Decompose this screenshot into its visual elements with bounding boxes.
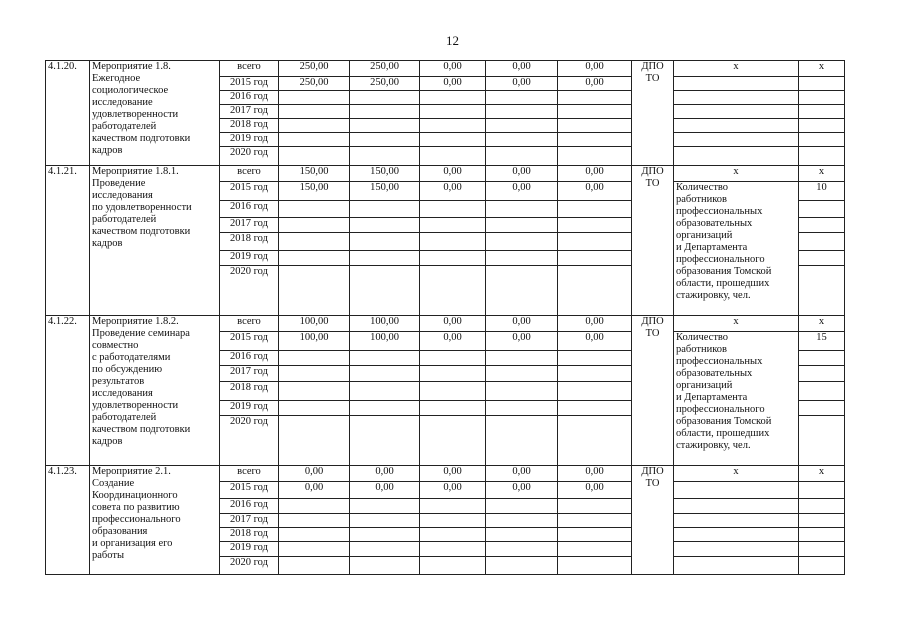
amount-cell: 0,00 — [420, 482, 486, 499]
indicator-value-cell — [799, 218, 845, 233]
amount-cell — [279, 528, 350, 542]
amount-cell — [420, 91, 486, 105]
event-number: 4.1.21. — [46, 166, 90, 316]
amount-cell: 0,00 — [486, 166, 558, 182]
indicator-value-cell — [799, 528, 845, 542]
amount-cell — [279, 91, 350, 105]
amount-cell — [486, 557, 558, 575]
amount-cell: 0,00 — [420, 77, 486, 91]
amount-cell — [279, 201, 350, 218]
indicator-value-cell — [799, 401, 845, 416]
amount-cell: 0,00 — [420, 316, 486, 332]
executor-cell: ДПО ТО — [632, 316, 674, 466]
amount-cell — [350, 499, 420, 514]
amount-cell — [279, 133, 350, 147]
indicator-value-cell: х — [799, 316, 845, 332]
amount-cell — [558, 542, 632, 557]
amount-cell — [420, 528, 486, 542]
indicator-value-cell — [799, 251, 845, 266]
indicator-value-cell — [799, 266, 845, 316]
amount-cell — [350, 251, 420, 266]
amount-cell — [558, 147, 632, 166]
amount-cell — [420, 557, 486, 575]
amount-cell: 0,00 — [420, 466, 486, 482]
amount-cell — [350, 416, 420, 466]
amount-cell — [350, 557, 420, 575]
amount-cell: 0,00 — [420, 166, 486, 182]
amount-cell: 0,00 — [486, 482, 558, 499]
amount-cell — [486, 233, 558, 251]
amount-cell: 0,00 — [558, 182, 632, 201]
amount-cell — [558, 91, 632, 105]
indicator-value-cell — [799, 119, 845, 133]
amount-cell: 150,00 — [279, 166, 350, 182]
indicator-name-cell — [674, 133, 799, 147]
amount-cell — [350, 91, 420, 105]
year-cell: 2015 год — [220, 77, 279, 91]
amount-cell — [350, 542, 420, 557]
indicator-value-cell: х — [799, 166, 845, 182]
program-events-table — [45, 60, 845, 575]
amount-cell — [420, 119, 486, 133]
amount-cell — [486, 91, 558, 105]
table-row — [46, 61, 845, 77]
year-cell: 2015 год — [220, 182, 279, 201]
amount-cell — [558, 119, 632, 133]
indicator-name-cell — [674, 499, 799, 514]
amount-cell — [279, 147, 350, 166]
year-cell: 2015 год — [220, 482, 279, 499]
amount-cell — [279, 105, 350, 119]
event-description: Мероприятие 2.1. Создание Координационного совета по развитию профессионального образования и организация его работы — [90, 466, 220, 575]
year-cell: 2019 год — [220, 401, 279, 416]
event-description: Мероприятие 1.8.2. Проведение семинара совместно с работодателями по обсуждению результатов исследования удовлетворенности работодателей качеством подготовки кадров — [90, 316, 220, 466]
amount-cell — [558, 416, 632, 466]
amount-cell — [558, 233, 632, 251]
amount-cell — [279, 542, 350, 557]
amount-cell — [558, 218, 632, 233]
amount-cell: 0,00 — [350, 466, 420, 482]
indicator-value-cell: 15 — [799, 332, 845, 351]
amount-cell: 0,00 — [486, 182, 558, 201]
amount-cell: 100,00 — [279, 332, 350, 351]
amount-cell: 0,00 — [558, 61, 632, 77]
amount-cell — [486, 542, 558, 557]
indicator-value-cell: х — [799, 466, 845, 482]
amount-cell — [486, 351, 558, 366]
year-cell: 2020 год — [220, 147, 279, 166]
amount-cell — [486, 416, 558, 466]
amount-cell — [486, 218, 558, 233]
amount-cell: 0,00 — [486, 316, 558, 332]
amount-cell — [558, 366, 632, 382]
amount-cell: 0,00 — [486, 332, 558, 351]
year-cell: всего — [220, 466, 279, 482]
page-number: 12 — [446, 33, 459, 48]
amount-cell — [420, 401, 486, 416]
indicator-value-cell — [799, 147, 845, 166]
amount-cell — [350, 528, 420, 542]
amount-cell — [279, 416, 350, 466]
year-cell: 2019 год — [220, 542, 279, 557]
year-cell: 2018 год — [220, 382, 279, 401]
amount-cell — [420, 133, 486, 147]
amount-cell — [558, 557, 632, 575]
amount-cell — [486, 366, 558, 382]
amount-cell — [350, 382, 420, 401]
amount-cell: 150,00 — [279, 182, 350, 201]
amount-cell — [350, 133, 420, 147]
amount-cell: 0,00 — [486, 61, 558, 77]
indicator-value-cell — [799, 542, 845, 557]
amount-cell: 150,00 — [350, 166, 420, 182]
executor-cell: ДПО ТО — [632, 61, 674, 166]
indicator-name-cell: Количество работников профессиональных образовательных организаций и Департамента профессионального образования Томской области, прошедших стажировку, чел. — [674, 182, 799, 316]
amount-cell — [420, 201, 486, 218]
year-cell: 2018 год — [220, 119, 279, 133]
indicator-name-cell: х — [674, 316, 799, 332]
amount-cell — [279, 251, 350, 266]
year-cell: 2019 год — [220, 133, 279, 147]
amount-cell — [420, 105, 486, 119]
table-row — [46, 466, 845, 482]
event-description: Мероприятие 1.8.1. Проведение исследования по удовлетворенности работодателей качеством подготовки кадров — [90, 166, 220, 316]
amount-cell — [350, 147, 420, 166]
amount-cell: 0,00 — [558, 166, 632, 182]
amount-cell: 0,00 — [279, 482, 350, 499]
year-cell: 2017 год — [220, 366, 279, 382]
indicator-value-cell — [799, 105, 845, 119]
table-row — [46, 166, 845, 182]
amount-cell — [486, 266, 558, 316]
indicator-value-cell — [799, 482, 845, 499]
amount-cell — [558, 251, 632, 266]
year-cell: 2017 год — [220, 514, 279, 528]
indicator-name-cell: х — [674, 61, 799, 77]
indicator-value-cell — [799, 366, 845, 382]
amount-cell — [558, 528, 632, 542]
amount-cell — [420, 382, 486, 401]
amount-cell — [279, 382, 350, 401]
table-row — [46, 316, 845, 332]
indicator-value-cell — [799, 351, 845, 366]
indicator-name-cell — [674, 119, 799, 133]
amount-cell — [486, 147, 558, 166]
indicator-value-cell — [799, 557, 845, 575]
amount-cell — [279, 557, 350, 575]
amount-cell — [420, 514, 486, 528]
amount-cell — [486, 119, 558, 133]
amount-cell — [558, 401, 632, 416]
amount-cell — [350, 351, 420, 366]
amount-cell: 0,00 — [420, 332, 486, 351]
amount-cell — [420, 233, 486, 251]
amount-cell — [279, 233, 350, 251]
indicator-name-cell — [674, 514, 799, 528]
amount-cell: 0,00 — [350, 482, 420, 499]
amount-cell — [279, 119, 350, 133]
amount-cell — [279, 401, 350, 416]
year-cell: 2016 год — [220, 91, 279, 105]
amount-cell — [558, 351, 632, 366]
amount-cell — [558, 201, 632, 218]
amount-cell — [350, 514, 420, 528]
indicator-name-cell — [674, 557, 799, 575]
amount-cell — [350, 233, 420, 251]
year-cell: 2017 год — [220, 105, 279, 119]
indicator-value-cell: х — [799, 61, 845, 77]
amount-cell: 100,00 — [350, 316, 420, 332]
amount-cell — [350, 366, 420, 382]
amount-cell — [420, 366, 486, 382]
amount-cell — [350, 201, 420, 218]
amount-cell — [279, 351, 350, 366]
year-cell: 2020 год — [220, 266, 279, 316]
amount-cell — [486, 105, 558, 119]
amount-cell — [350, 401, 420, 416]
amount-cell — [486, 251, 558, 266]
indicator-value-cell: 10 — [799, 182, 845, 201]
amount-cell — [420, 499, 486, 514]
year-cell: 2018 год — [220, 528, 279, 542]
indicator-value-cell — [799, 91, 845, 105]
amount-cell: 0,00 — [420, 182, 486, 201]
indicator-value-cell — [799, 201, 845, 218]
indicator-name-cell — [674, 105, 799, 119]
amount-cell — [486, 382, 558, 401]
amount-cell — [279, 218, 350, 233]
indicator-value-cell — [799, 133, 845, 147]
indicator-name-cell: х — [674, 466, 799, 482]
indicator-name-cell — [674, 91, 799, 105]
executor-cell: ДПО ТО — [632, 466, 674, 575]
year-cell: 2018 год — [220, 233, 279, 251]
amount-cell: 100,00 — [350, 332, 420, 351]
amount-cell — [558, 514, 632, 528]
indicator-name-cell — [674, 542, 799, 557]
amount-cell — [420, 218, 486, 233]
indicator-value-cell — [799, 233, 845, 251]
amount-cell — [486, 401, 558, 416]
year-cell: 2017 год — [220, 218, 279, 233]
amount-cell: 100,00 — [279, 316, 350, 332]
indicator-name-cell — [674, 482, 799, 499]
amount-cell — [350, 266, 420, 316]
amount-cell: 0,00 — [279, 466, 350, 482]
amount-cell — [558, 133, 632, 147]
amount-cell — [420, 251, 486, 266]
amount-cell: 0,00 — [486, 466, 558, 482]
amount-cell — [486, 499, 558, 514]
amount-cell — [486, 201, 558, 218]
amount-cell — [558, 382, 632, 401]
amount-cell: 0,00 — [486, 77, 558, 91]
amount-cell — [350, 105, 420, 119]
amount-cell: 0,00 — [420, 61, 486, 77]
amount-cell — [420, 266, 486, 316]
amount-cell — [486, 528, 558, 542]
indicator-value-cell — [799, 514, 845, 528]
amount-cell: 0,00 — [558, 466, 632, 482]
indicator-name-cell: Количество работников профессиональных образовательных организаций и Департамента профессионального образования Томской области, прошедших стажировку, чел. — [674, 332, 799, 466]
year-cell: всего — [220, 61, 279, 77]
amount-cell — [420, 351, 486, 366]
amount-cell — [279, 499, 350, 514]
year-cell: 2015 год — [220, 332, 279, 351]
year-cell: 2016 год — [220, 499, 279, 514]
amount-cell — [350, 119, 420, 133]
event-number: 4.1.20. — [46, 61, 90, 166]
event-number: 4.1.22. — [46, 316, 90, 466]
executor-cell: ДПО ТО — [632, 166, 674, 316]
indicator-name-cell — [674, 147, 799, 166]
year-cell: 2020 год — [220, 416, 279, 466]
amount-cell — [420, 147, 486, 166]
amount-cell — [420, 542, 486, 557]
amount-cell: 250,00 — [350, 77, 420, 91]
year-cell: всего — [220, 166, 279, 182]
indicator-value-cell — [799, 382, 845, 401]
indicator-name-cell — [674, 528, 799, 542]
amount-cell: 0,00 — [558, 316, 632, 332]
year-cell: 2020 год — [220, 557, 279, 575]
amount-cell — [350, 218, 420, 233]
amount-cell: 0,00 — [558, 77, 632, 91]
indicator-value-cell — [799, 77, 845, 91]
amount-cell — [279, 514, 350, 528]
amount-cell — [558, 499, 632, 514]
amount-cell: 0,00 — [558, 332, 632, 351]
amount-cell: 250,00 — [279, 77, 350, 91]
event-description: Мероприятие 1.8. Ежегодное социологическое исследование удовлетворенности работодателей качеством подготовки кадров — [90, 61, 220, 166]
year-cell: 2016 год — [220, 201, 279, 218]
amount-cell — [486, 514, 558, 528]
indicator-value-cell — [799, 499, 845, 514]
indicator-name-cell — [674, 77, 799, 91]
amount-cell — [486, 133, 558, 147]
amount-cell: 250,00 — [350, 61, 420, 77]
year-cell: 2016 год — [220, 351, 279, 366]
amount-cell — [279, 366, 350, 382]
amount-cell — [420, 416, 486, 466]
indicator-name-cell: х — [674, 166, 799, 182]
amount-cell: 150,00 — [350, 182, 420, 201]
amount-cell — [558, 105, 632, 119]
year-cell: 2019 год — [220, 251, 279, 266]
amount-cell: 0,00 — [558, 482, 632, 499]
year-cell: всего — [220, 316, 279, 332]
event-number: 4.1.23. — [46, 466, 90, 575]
amount-cell: 250,00 — [279, 61, 350, 77]
amount-cell — [279, 266, 350, 316]
indicator-value-cell — [799, 416, 845, 466]
amount-cell — [558, 266, 632, 316]
